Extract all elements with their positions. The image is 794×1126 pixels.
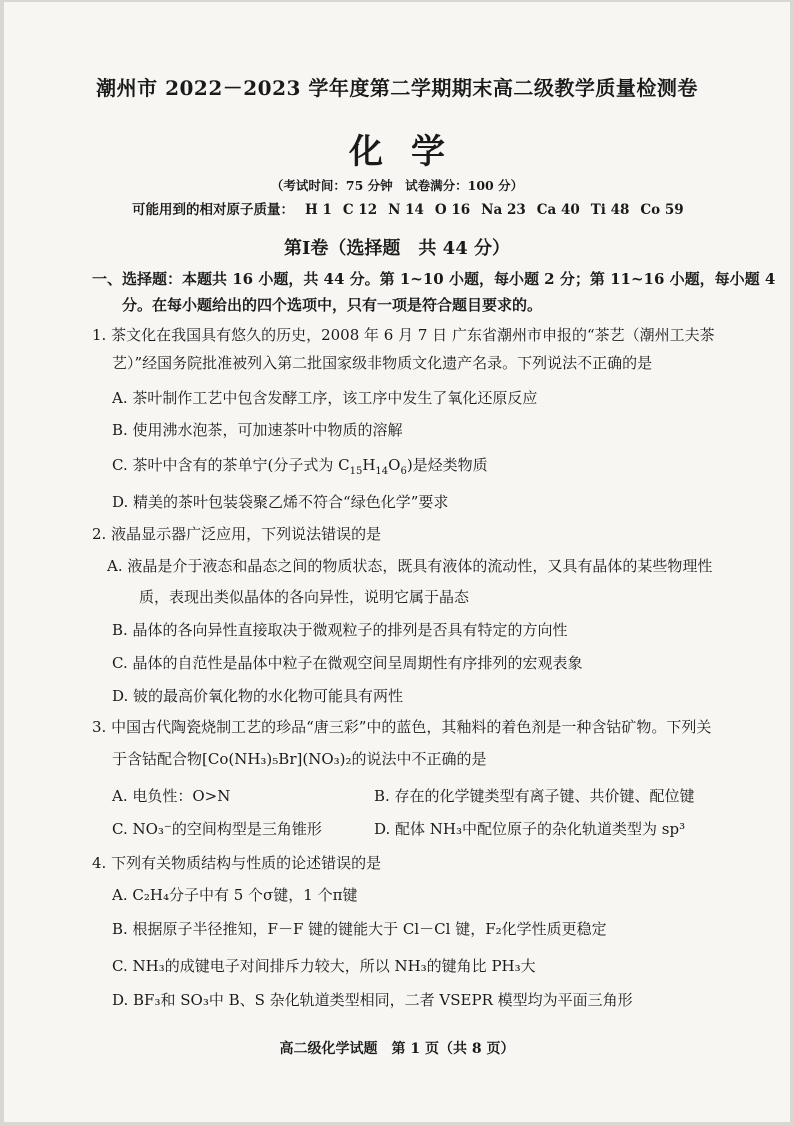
question-2-option-c: C. 晶体的自范性是晶体中粒子在微观空间呈周期性有序排列的宏观表象	[112, 654, 583, 672]
question-4-option-b: B. 根据原子半径推知，F－F 键的键能大于 Cl－Cl 键，F₂化学性质更稳定	[112, 920, 607, 938]
instructions-line: 一、选择题：本题共 16 小题，共 44 分。第 1~10 小题，每小题 2 分；第 11~16 小题，每小题 4	[92, 270, 776, 288]
mass-item: Ca 40	[536, 202, 580, 218]
question-2-stem: 2. 液晶显示器广泛应用，下列说法错误的是	[92, 525, 382, 543]
mass-item: Na 23	[481, 202, 526, 218]
question-3-option-a: A. 电负性：O>N	[112, 787, 231, 805]
mass-item: Ti 48	[590, 202, 630, 218]
exam-title: 潮州市 2022－2023 学年度第二学期期末高二级教学质量检测卷	[96, 76, 698, 100]
mass-item: C 12	[342, 202, 378, 218]
question-4-option-a: A. C₂H₄分子中有 5 个σ键，1 个π键	[112, 886, 358, 904]
section-title: 第Ⅰ卷（选择题 共 44 分）	[283, 238, 510, 259]
question-3-option-d: D. 配体 NH₃中配位原子的杂化轨道类型为 sp³	[374, 820, 686, 838]
mass-item: Co 59	[640, 202, 684, 218]
exam-info: （考试时间：75 分钟 试卷满分：100 分）	[270, 178, 524, 193]
question-4-option-d: D. BF₃和 SO₃中 B、S 杂化轨道类型相同，二者 VSEPR 模型均为平面三角形	[112, 991, 633, 1009]
exam-page	[4, 2, 790, 1122]
question-1-stem: 1. 茶文化在我国具有悠久的历史，2008 年 6 月 7 日 广东省潮州市申报的“茶艺（潮州工夫茶	[92, 326, 715, 344]
page-footer: 高二级化学试题 第 1 页（共 8 页）	[279, 1041, 515, 1057]
question-1-stem: 艺）”经国务院批准被列入第二批国家级非物质文化遗产名录。下列说法不正确的是	[112, 354, 653, 372]
question-3-option-b: B. 存在的化学键类型有离子键、共价键、配位键	[374, 787, 695, 805]
question-2-option-a-cont: 质，表现出类似晶体的各向异性，说明它属于晶态	[139, 588, 470, 606]
question-4-option-c: C. NH₃的成键电子对间排斥力较大，所以 NH₃的键角比 PH₃大	[112, 957, 536, 975]
atomic-masses-label: 可能用到的相对原子质量：	[132, 202, 294, 218]
mass-item: O 16	[434, 202, 471, 218]
instructions-line: 分。在每小题给出的四个选项中，只有一项是符合题目要求的。	[122, 296, 543, 314]
question-1-option-d: D. 精美的茶叶包装袋聚乙烯不符合“绿色化学”要求	[112, 493, 449, 511]
question-4-stem: 4. 下列有关物质结构与性质的论述错误的是	[92, 854, 382, 872]
subject-title: 化学	[349, 132, 473, 172]
question-1-option-a: A. 茶叶制作工艺中包含发酵工序，该工序中发生了氧化还原反应	[112, 389, 538, 407]
question-3-stem: 3. 中国古代陶瓷烧制工艺的珍品“唐三彩”中的蓝色，其釉料的着色剂是一种含钴矿物。下列关	[92, 718, 712, 736]
question-2-option-d: D. 铍的最高价氧化物的水化物可能具有两性	[112, 687, 404, 705]
question-2-option-b: B. 晶体的各向异性直接取决于微观粒子的排列是否具有特定的方向性	[112, 621, 568, 639]
question-1-option-c: C. 茶叶中含有的茶单宁(分子式为 $C_{15}H_{14}O_6$)是烃类物质	[112, 456, 488, 477]
mass-item: N 14	[388, 202, 424, 218]
atomic-masses	[132, 198, 684, 218]
question-3-stem: 于含钴配合物[Co(NH₃)₅Br](NO₃)₂的说法中不正确的是	[112, 750, 487, 768]
question-2-option-a: A. 液晶是介于液态和晶态之间的物质状态，既具有液体的流动性，又具有晶体的某些物理性	[107, 557, 713, 575]
question-1-option-b: B. 使用沸水泡茶，可加速茶叶中物质的溶解	[112, 421, 403, 439]
mass-item: H 1	[305, 202, 332, 218]
question-3-option-c: C. NO₃⁻的空间构型是三角锥形	[112, 820, 322, 838]
